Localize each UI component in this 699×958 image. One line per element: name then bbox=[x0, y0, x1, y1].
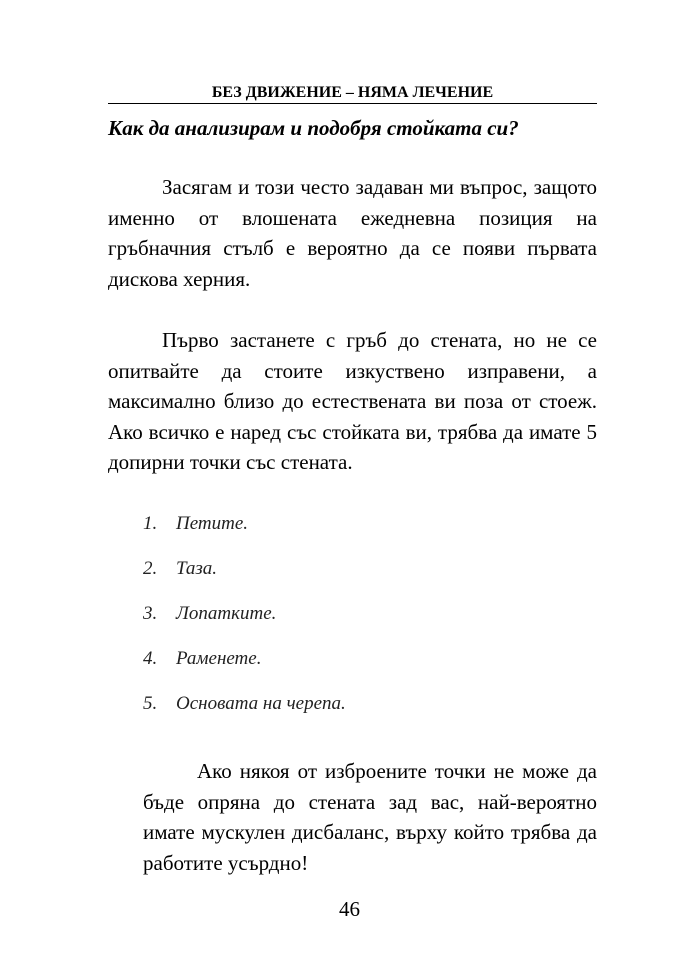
list-item-number: 5. bbox=[143, 693, 158, 714]
running-header: БЕЗ ДВИЖЕНИЕ – НЯМА ЛЕЧЕНИЕ bbox=[108, 84, 597, 104]
list-item-number: 2. bbox=[143, 558, 158, 579]
list-item-text: Основата на черепа. bbox=[176, 693, 346, 714]
contact-points-list bbox=[143, 512, 346, 737]
list-item-text: Раменете. bbox=[176, 648, 262, 669]
list-item bbox=[143, 602, 346, 647]
paragraph-intro: Засягам и този често задаван ми въпрос, защото именно от влошената ежедневна позиция на гръбначния стълб е вероятно да се появи първата дискова херния. bbox=[108, 175, 597, 291]
list-item bbox=[143, 512, 346, 557]
list-item bbox=[143, 557, 346, 602]
list-item bbox=[143, 647, 346, 692]
page-number: 46 bbox=[339, 897, 360, 921]
list-item-number: 1. bbox=[143, 513, 158, 534]
list-item bbox=[143, 692, 346, 737]
list-item-text: Лопатките. bbox=[176, 603, 277, 624]
list-item-number: 4. bbox=[143, 648, 158, 669]
section-title: Как да анализирам и подобря стойката си? bbox=[108, 116, 519, 140]
paragraph-instructions: Първо застанете с гръб до стената, но не се опитвайте да стоите изкуствено изправени, а максимално близо до естествената ви поза от стоеж. Ако всичко е наред със стойката ви, трябва да имате 5 допирни точки със стената. bbox=[108, 328, 597, 474]
list-item-text: Петите. bbox=[176, 513, 249, 534]
list-item-text: Таза. bbox=[176, 558, 218, 579]
list-item-number: 3. bbox=[143, 603, 158, 624]
paragraph-closing: Ако някоя от изброените точки не може да бъде опряна до стената зад вас, най-вероятно имате мускулен дисбаланс, върху който трябва да работите усърдно! bbox=[143, 759, 597, 875]
